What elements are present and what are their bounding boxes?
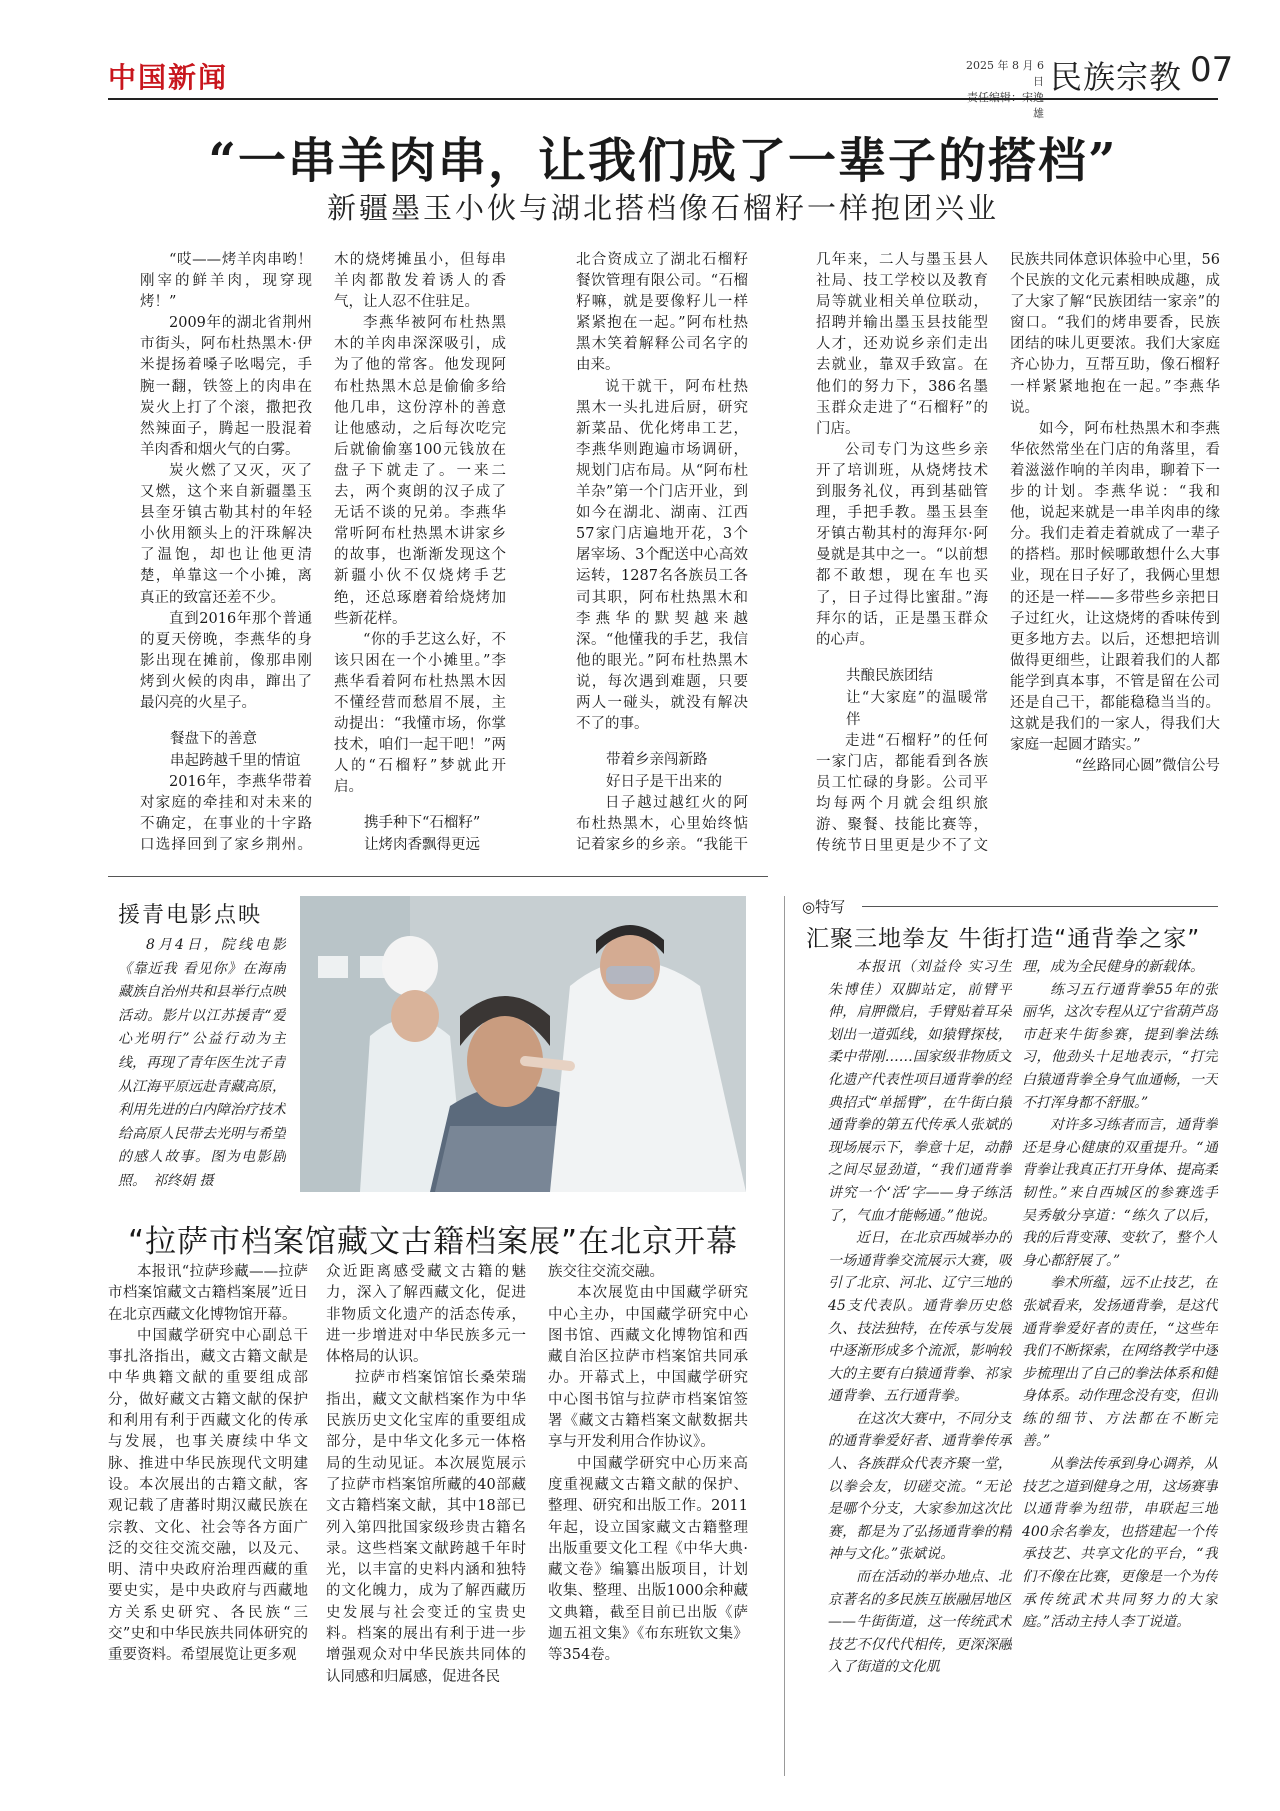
section-name: 民族宗教 xyxy=(1050,58,1183,96)
lead-column-5 xyxy=(1010,250,1220,860)
lhasa-column-1 xyxy=(108,1262,308,1772)
paragraph: 众近距离感受藏文古籍的魅力，深入了解西藏文化，促进非物质文化遗产的活态传承，进一步增进对中华民族多元一体格局的认识。 xyxy=(326,1264,526,1366)
section-subheading: 带着乡亲闯新路 xyxy=(606,752,708,769)
paragraph: 李燕华被阿布杜热黑木的羊肉串深深吸引，成为了他的常客。他发现阿布杜热黑木总是偷偷多给他几串，这份淳朴的善意让他感动，之后每次吃完后就偷偷塞100元钱放在盘子下就走了。一来二去，两个爽朗的汉子成了无话不谈的兄弟。李燕华常听阿布杜热黑木讲家乡的故事，也渐渐发现这个新疆小伙不仅烧烤手艺绝，还总琢磨着给烧烤加些新花样。 xyxy=(334,315,506,627)
lead-column-1 xyxy=(140,250,312,854)
feature-tag-rule xyxy=(862,906,1218,907)
lead-subhead: 新疆墨玉小伙与湖北搭档像石榴籽一样抱团兴业 xyxy=(326,191,999,225)
paragraph: 走进“石榴籽”的任何一家门店，都能看到各族员工忙碌的身影。公司平均每两个月就会组织旅游、聚餐、技能比赛等，传统节日里更是少不了文 xyxy=(816,732,988,854)
lead-column-3 xyxy=(576,250,748,854)
lead-headline: “一串羊肉串，让我们成了一辈子的搭档” xyxy=(208,133,1118,189)
feature-column-1 xyxy=(828,956,1012,1774)
paragraph: 日子越过越红火的阿布杜热黑木，心里始终惦记着家乡的乡亲。“我能干 xyxy=(576,795,748,854)
paragraph: “你的手艺这么好，不该只困在一个小摊里。”李燕华看着阿布杜热黑木因不懂经营而愁眉不展，主动提出：“我懂市场，你掌技术，咱们一起干吧！”两人的“石榴籽”梦就此开启。 xyxy=(334,631,506,796)
paragraph: 而在活动的举办地点、北京著名的多民族互嵌融居地区——牛街街道，这一传统武术技艺不仅代代相传，更深深融入了街道的文化肌 xyxy=(828,1569,1012,1676)
masthead-rule xyxy=(108,98,1218,100)
paragraph: 拉萨市档案馆馆长桑荣瑞指出，藏文文献档案作为中华民族历史文化宝库的重要组成部分，是中华文化多元一体格局的生动见证。本次展览展示了拉萨市档案馆所藏的40部藏文古籍档案文献，其中18部已列入第四批国家级珍贵古籍名录。这些档案文献跨越千年时光，以丰富的史料内涵和独特的文化魄力，成为了解西藏历史发展与社会变迁的宝贵史料。档案的展出有利于进一步增强观众对中华民族共同体的认同感和归属感，促进各民 xyxy=(326,1370,526,1685)
paragraph: 几年来，二人与墨玉县人社局、技工学校以及教育局等就业相关单位联动，招聘并输出墨玉县技能型人才，还劝说乡亲们走出去就业，靠双手致富。在他们的努力下，386名墨玉群众走进了“石榴籽”的门店。 xyxy=(816,252,988,437)
editor-credit: 雄 xyxy=(1033,107,1044,120)
paragraph: 本次展览由中国藏学研究中心主办，中国藏学研究中心图书馆、西藏文化博物馆和西藏自治区拉萨市档案馆共同承办。开幕式上，中国藏学研究中心图书馆与拉萨市档案馆签署《藏文古籍档案文献数据共享与开发利用合作协议》。 xyxy=(548,1285,748,1451)
paragraph: 本报讯“拉萨珍藏——拉萨市档案馆藏文古籍档案展”近日在北京西藏文化博物馆开幕。 xyxy=(108,1264,308,1323)
paragraph: 理，成为全民健身的新载体。 xyxy=(1022,959,1204,975)
lhasa-column-3 xyxy=(548,1262,748,1772)
paragraph: 本报讯（刘益伶 实习生朱博佳）双脚站定，前臂平伸，肩胛微启，手臂贴着耳朵划出一道弧线，如猿臂探枝，柔中带刚……国家级非物质文化遗产代表性项目通背拳的经典招式“单摇臂”，在牛街白猿通背拳的第五代传承人张斌的现场展示下，拳意十足，动静之间尽显劲道，“我们通背拳讲究一个‘活’字——身子练活了，气血才能畅通。”他说。 xyxy=(828,959,1012,1224)
paragraph: 民族共同体意识体验中心里，56个民族的文化元素相映成趣，成了大家了解“民族团结一家亲”的窗口。“我们的烤串要香，民族团结的味儿更要浓。我们大家庭齐心协力，互帮互助，像石榴籽一样紧紧地抱在一起。”李燕华说。 xyxy=(1010,252,1220,416)
paragraph: 木的烧烤摊虽小，但每串羊肉都散发着诱人的香气，让人忍不住驻足。 xyxy=(334,252,506,311)
page-number: 07 xyxy=(1190,50,1234,90)
masthead-logo: 中国新闻 xyxy=(108,61,229,94)
paragraph: 对许多习练者而言，通背拳还是身心健康的双重提升。“通背拳让我真正打开身体、提高柔韧性。”来自西城区的参赛选手吴秀敏分享道：“练久了以后，我的后背变薄、变软了，整个人身心都舒展了。” xyxy=(1022,1117,1218,1269)
paragraph: 直到2016年那个普通的夏天傍晚，李燕华的身影出现在摊前，像那串刚烤到火候的肉串，蹿出了最闪亮的火星子。 xyxy=(140,610,312,711)
paragraph: 2016年，李燕华带着对家庭的牵挂和对未来的不确定，在事业的十字路口选择回到了家乡荆州。 xyxy=(140,774,312,854)
film-title: 援青电影点映 xyxy=(118,903,263,928)
paragraph: 公司专门为这些乡亲开了培训班，从烧烤技术到服务礼仪，再到基础管理，手把手教。墨玉县奎牙镇古勒其村的海拜尔·阿曼就是其中之一。“以前想都不敢想，现在车也买了，日子过得比蜜甜。”海拜尔的话，正是墨玉群众的心声。 xyxy=(816,441,988,648)
film-still-illustration xyxy=(300,896,746,1192)
section-subheading: 串起跨越千里的情谊 xyxy=(170,753,301,770)
paragraph: 如今，阿布杜热黑木和李燕华依然常坐在门店的角落里，看着滋滋作响的羊肉串，聊着下一步的计划。李燕华说：“我和他，说起来就是一串羊肉串的缘分。我们走着走着就成了一辈子的搭档。那时候哪敢想什么大事业，现在日子好了，我俩心里想的还是一样——多带些乡亲把日子过红火，让这烧烤的香味传到更多地方去。以后，还想把培训做得更细些，让跟着我们的人都能学到真本事，不管是留在公司还是自己干，都能稳稳当当的。这就是我们的一家人，得我们大家庭一起圆才踏实。” xyxy=(1010,420,1220,754)
film-still-photo xyxy=(300,896,746,1192)
section-subheading: 餐盘下的善意 xyxy=(170,731,257,748)
paragraph: 2009年的湖北省荆州市街头，阿布杜热黑木·伊米提扬着嗓子吆喝完，手腕一翻，铁签上的肉串在炭火上打了个滚，撒把孜然辣面子，腾起一股混着羊肉香和烟火气的白雾。 xyxy=(140,315,312,458)
paragraph: 中国藏学研究中心历来高度重视藏文古籍文献的保护、整理、研究和出版工作。2011年起，设立国家藏文古籍整理出版重要文化工程《中华大典·藏文卷》编纂出版项目，计划收集、整理、出版1000余种藏文典籍，截至目前已出版《萨迦五祖文集》《布东班钦文集》等354卷。 xyxy=(548,1455,748,1664)
lhasa-headline: “拉萨市档案馆藏文古籍档案展”在北京开幕 xyxy=(127,1224,739,1260)
lead-column-2 xyxy=(334,250,506,854)
paragraph: 在这次大赛中，不同分支的通背拳爱好者、通背拳传承人、各族群众代表齐聚一堂，以拳会友，切磋交流。“无论是哪个分支，大家参加这次比赛，都是为了弘扬通背拳的精神与文化。”张斌说。 xyxy=(828,1410,1012,1563)
lhasa-column-2 xyxy=(326,1262,526,1772)
paragraph: 族交往交流交融。 xyxy=(548,1264,664,1280)
paragraph: 近日，在北京西城举办的一场通背拳交流展示大赛，吸引了北京、河北、辽宁三地的45支代表队。通背拳历史悠久、技法独特，在传承与发展中逐渐形成多个流派，影响较大的主要有白猿通背拳、祁家通背拳、五行通背拳。 xyxy=(828,1230,1012,1405)
paragraph: 练习五行通背拳55年的张丽华，这次专程从辽宁省葫芦岛市赶来牛街参赛，提到拳法练习，他劲头十足地表示，“打完白猿通背拳全身气血通畅，一天不打浑身都不舒服。” xyxy=(1022,981,1218,1111)
section-subheading: 共酿民族团结 xyxy=(846,667,933,684)
paragraph: 拳术所蕴，远不止技艺，在张斌看来，发扬通背拳，是这代通背拳爱好者的责任，“这些年我们不断探索，在网络教学中逐步梳理出了自己的拳法体系和健身体系。动作理念没有变，但训练的细节、方法都在不断完善。” xyxy=(1022,1275,1218,1450)
film-caption: 8月4日，院线电影《靠近我 看见你》在海南藏族自治州共和县举行点映活动。影片以江苏援青“爱心光明行”公益行动为主线，再现了青年医生沈子青从江海平原远赴青藏高原，利用先进的白内障治疗技术给高原人民带去光明与希望的感人故事。图为电影剧照。 祁终娟 摄 xyxy=(118,937,286,1189)
paragraph: 从拳法传承到身心调养，从技艺之道到健身之用，这场赛事以通背拳为纽带，串联起三地400余名拳友，也搭建起一个传承技艺、共享文化的平台，“我们不像在比赛，更像是一个为传承传统武术共同努力的大家庭。”活动主持人李丁说道。 xyxy=(1022,1456,1218,1631)
paragraph: “哎——烤羊肉串哟！刚宰的鲜羊肉，现穿现烤！” xyxy=(140,252,312,311)
issue-date-block xyxy=(958,58,1044,122)
lead-bottom-rule xyxy=(108,876,768,877)
section-subheading: 好日子是干出来的 xyxy=(606,774,722,791)
section-subheading: 让烤肉香飘得更远 xyxy=(364,837,480,854)
issue-date: 2025 年 8 月 6 日 xyxy=(966,59,1044,88)
paragraph: 说干就干，阿布杜热黑木一头扎进后厨，研究新菜品、优化烤串工艺，李燕华则跑遍市场调研，规划门店布局。从“阿布杜羊杂”第一个门店开业，到如今在湖北、湖南、江西57家门店遍地开花，3个屠宰场、3个配送中心高效运转，1287名各族员工各司其职，阿布杜热黑木和李燕华的默契越来越深。“他懂我的手艺，我信他的眼光。”阿布杜热黑木说，每次遇到难题，只要两人一碰头，就没有解决不了的事。 xyxy=(576,378,748,733)
feature-divider xyxy=(784,896,785,1776)
feature-column-2 xyxy=(1022,956,1218,1774)
feature-tag: ◎特写 xyxy=(802,898,846,916)
section-subheading: 携手种下“石榴籽” xyxy=(364,815,481,832)
paragraph: 炭火燃了又灭，灭了又燃，这个来自新疆墨玉县奎牙镇古勒其村的年轻小伙用额头上的汗珠解决了温饱，却也让他更清楚，单靠这一个小摊，离真正的致富还差不少。 xyxy=(140,462,312,606)
feature-title: 汇聚三地拳友 牛街打造“通背拳之家” xyxy=(806,926,1201,952)
section-subheading: 让“大家庭”的温暖常伴 xyxy=(846,689,988,728)
paragraph: 北合资成立了湖北石榴籽餐饮管理有限公司。“石榴籽嘛，就是要像籽儿一样紧紧抱在一起。”阿布杜热黑木笑着解释公司名字的由来。 xyxy=(576,252,748,374)
source-credit: “丝路同心圆”微信公号 xyxy=(1074,758,1220,775)
lead-column-4 xyxy=(816,250,988,854)
paragraph: 中国藏学研究中心副总干事扎洛指出，藏文古籍文献是中华典籍文献的重要组成部分，做好藏文古籍文献的保护和利用有利于西藏文化的传承与发展，也事关赓续中华文脉、推进中华民族现代文明建设。本次展出的古籍文献，客观记载了唐蕃时期汉藏民族在宗教、文化、社会等各方面广泛的交往交流交融，以及元、明、清中央政府治理西藏的重要史实，是中央政府与西藏地方关系史研究、各民族“三交”史和中华民族共同体研究的重要资料。希望展览让更多观 xyxy=(108,1327,308,1664)
